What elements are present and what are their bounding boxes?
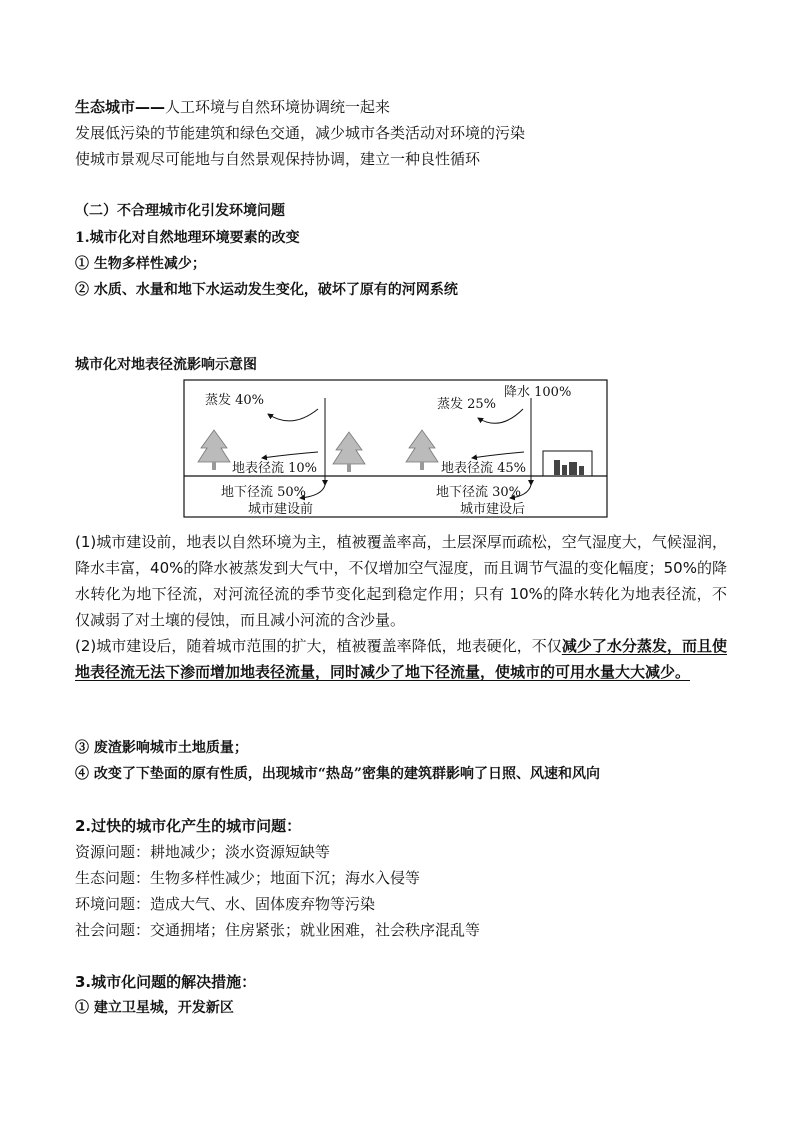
after-caption: 城市建设后 [460,502,526,517]
problems-title: 2.过快的城市化产生的城市问题： [75,817,302,835]
buildings-icon [543,451,592,476]
eco-city-heading-bold: 生态城市—— [75,98,166,116]
before-caption: 城市建设前 [248,502,314,517]
before-evaporation-label: 蒸发 40% [205,393,265,408]
after-surface-arrow [472,452,524,458]
after-precipitation-label: 降水 100% [504,385,572,400]
after-evaporation-label: 蒸发 25% [437,397,497,412]
eco-city-heading-rest: 人工环境与自然环境协调统一起来 [165,98,391,116]
before-surface-runoff-label: 地表径流 10% [232,461,318,476]
before-surface-arrow [262,452,318,458]
after-underground-runoff-label: 地下径流 30% [436,485,522,500]
measures-title: 3.城市化问题的解决措施： [75,973,257,991]
measure-item-1: ① 建立卫星城，开发新区 [75,1000,234,1016]
section-title: （二）不合理城市化引发环境问题 [75,203,285,219]
item-4: ④ 改变了下垫面的原有性质，出现城市“热岛”密集的建筑群影响了日照、风速和风向 [75,766,600,782]
before-evaporation-arrow [268,409,318,421]
item-2: ② 水质、水量和地下水运动发生变化，破坏了原有的河网系统 [75,282,458,298]
subsection-1-title: 1.城市化对自然地理环境要素的改变 [75,230,300,246]
item-1: ① 生物多样性减少； [75,256,206,272]
tree-icon [333,432,365,472]
eco-city-line-2: 使城市景观尽可能地与自然景观保持协调，建立一种良性循环 [75,150,481,168]
before-underground-runoff-label: 地下径流 50% [221,485,307,500]
after-surface-runoff-label: 地表径流 45% [441,461,527,476]
item-3: ③ 废渣影响城市土地质量； [75,740,248,756]
explanation-paragraph-2-emphasis: 减少了水分蒸发，而且使地表径流无法下渗而增加地表径流量，同时减少了地下径流量，使城市的可用水量大大减少。 [75,637,727,681]
tree-icon [406,430,438,470]
problem-ecology: 生态问题：生物多样性减少；地面下沉；海水入侵等 [75,869,421,887]
diagram-title: 城市化对地表径流影响示意图 [75,357,257,373]
problem-resource: 资源问题：耕地减少；淡水资源短缺等 [75,843,331,861]
tree-icon [198,430,230,470]
problem-environment: 环境问题：造成大气、水、固体废弃物等污染 [75,895,376,913]
explanation-paragraph-1: (1)城市建设前，地表以自然环境为主，植被覆盖率高，土层深厚而疏松，空气湿度大，气候湿润，降水丰富，40%的降水被蒸发到大气中，不仅增加空气湿度，而且调节气温的变化幅度；50%的降水转化为地下径流，对河流径流的季节变化起到稳定作用；只有 10%的降水转化为地表径流，不仅减弱了对土壤的侵蚀，而且减小河流的含沙量。 [75,533,727,629]
problem-society: 社会问题：交通拥堵；住房紧张；就业困难，社会秩序混乱等 [75,921,481,939]
explanation-paragraph-2-start: (2)城市建设后，随着城市范围的扩大，植被覆盖率降低，地表硬化，不仅 [75,637,562,655]
eco-city-line-1: 发展低污染的节能建筑和绿色交通，减少城市各类活动对环境的污染 [75,124,526,142]
explanation-paragraph-2 [75,633,727,685]
